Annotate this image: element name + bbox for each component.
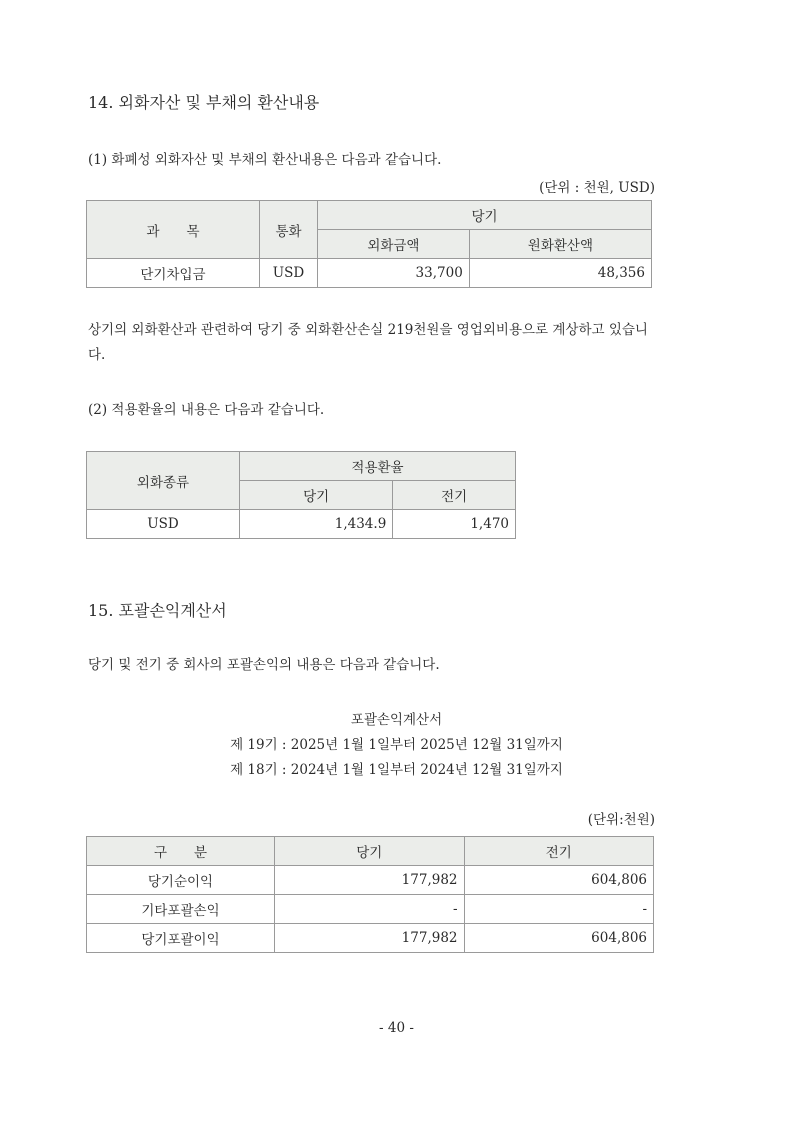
cell-item: 당기순이익 [87, 866, 275, 895]
cell-account: 단기차입금 [87, 259, 260, 288]
page-number: - 40 - [379, 1020, 414, 1036]
section-14-intro: (1) 화폐성 외화자산 및 부채의 환산내용은 다음과 같습니다. [88, 152, 442, 168]
header-item: 구 분 [87, 837, 275, 866]
cell-prior: 604,806 [464, 866, 654, 895]
cell-current: - [275, 895, 465, 924]
header-krw-amount: 원화환산액 [469, 230, 651, 259]
cell-krw-amount: 48,356 [469, 259, 651, 288]
header-prior: 전기 [393, 481, 516, 510]
header-applied-rate: 적용환율 [240, 452, 516, 481]
table-row [87, 924, 654, 953]
exchange-rate-table [86, 451, 516, 539]
fx-translation-table [86, 200, 652, 288]
statement-title: 포괄손익계산서 [350, 712, 443, 728]
cell-item: 기타포괄손익 [87, 895, 275, 924]
cell-current-rate: 1,434.9 [240, 510, 393, 539]
section-15-heading: 15. 포괄손익계산서 [88, 601, 227, 620]
table-row [87, 895, 654, 924]
table-row [87, 510, 516, 539]
section-14-heading: 14. 외화자산 및 부채의 환산내용 [88, 93, 320, 112]
section-15-intro: 당기 및 전기 중 회사의 포괄손익의 내용은 다음과 같습니다. [88, 657, 440, 673]
header-current: 당기 [275, 837, 465, 866]
header-foreign-amount: 외화금액 [318, 230, 470, 259]
unit-label-1: (단위 : 천원, USD) [539, 180, 655, 196]
cell-prior: - [464, 895, 654, 924]
cell-foreign-amount: 33,700 [318, 259, 470, 288]
unit-label-2: (단위:천원) [587, 812, 655, 828]
table-row [87, 866, 654, 895]
fx-loss-note: 상기의 외화환산과 관련하여 당기 중 외화환산손실 219천원을 영업외비용으로 계상하고 있습니다. [88, 322, 648, 363]
cell-prior: 604,806 [464, 924, 654, 953]
cell-current: 177,982 [275, 924, 465, 953]
cell-currency: USD [260, 259, 318, 288]
cell-currency: USD [87, 510, 240, 539]
rate-intro: (2) 적용환율의 내용은 다음과 같습니다. [88, 402, 325, 418]
cell-current: 177,982 [275, 866, 465, 895]
period-prior: 제 18기 : 2024년 1월 1일부터 2024년 12월 31일까지 [230, 762, 563, 778]
cell-item: 당기포괄이익 [87, 924, 275, 953]
header-prior: 전기 [464, 837, 654, 866]
cell-prior-rate: 1,470 [393, 510, 516, 539]
header-currency-type: 외화종류 [87, 452, 240, 510]
header-current: 당기 [318, 201, 652, 230]
header-account: 과 목 [87, 201, 260, 259]
comprehensive-income-table [86, 836, 654, 953]
header-current: 당기 [240, 481, 393, 510]
table-row [87, 259, 652, 288]
header-currency: 통화 [260, 201, 318, 259]
period-current: 제 19기 : 2025년 1월 1일부터 2025년 12월 31일까지 [230, 737, 563, 753]
